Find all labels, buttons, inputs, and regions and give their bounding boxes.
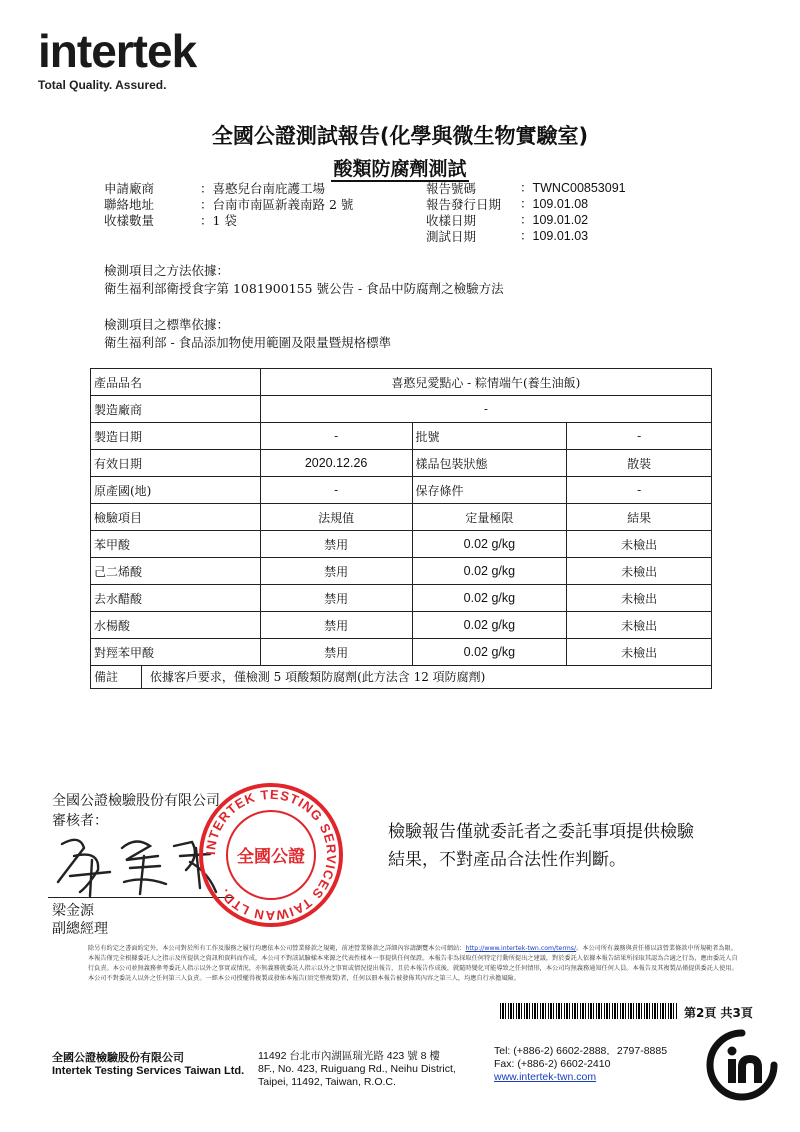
- applicant-value: ：喜憨兒台南庇護工場: [200, 181, 326, 196]
- test-date-value: ：109.01.03: [520, 229, 589, 243]
- table-row: [91, 477, 712, 504]
- column-header: 法規值: [260, 504, 412, 531]
- footer-address-zh: 11492 台北市內湖區瑞光路 423 號 8 樓: [258, 1050, 440, 1062]
- quantitation-limit: 0.02 g/kg: [412, 585, 567, 612]
- report-number-label: 報告號碼: [426, 181, 477, 196]
- report-info: [0, 0, 800, 250]
- maker-value: -: [260, 396, 711, 423]
- disclaimer-notice: [388, 818, 748, 874]
- quantitation-limit: 0.02 g/kg: [412, 639, 567, 666]
- footer-company-en: Intertek Testing Services Taiwan Ltd.: [52, 1065, 245, 1077]
- notice-line-1: 檢驗報告僅就委託者之委託事項提供檢驗: [388, 822, 694, 842]
- quantitation-limit: 0.02 g/kg: [412, 612, 567, 639]
- regulation-value: 禁用: [260, 531, 412, 558]
- regulation-value: 禁用: [260, 612, 412, 639]
- terms-text-after: 。本公司所有義務與責任僅以該營業條款中所規範者為限。本報告僅完全根據委託人之指示及所提供之資訊和資料而作成，本公司不對該試驗樣本來源之代表性樣本一事提供任何保證。本報告非為採取任何特定行動所提出之建議，對於委託人依據本報告結果所採取其認為合適之行為，應由委託人自行負責。本公司並無義務參考委託人指示以外之事實或情況，亦無義務就委託人指示以外之事實或情況提出報告，且於本報告作成後，就隨時變化可能導致之任何情形，本公司均無義務通知任何人員。本報告及其複製品僅提供委託人使用。本公司不對委託人以外之任何第三人負責。一經本公司授權得複製或發佈本報告(須完整複製)者，任何以冊本報告被發佈其內容之第三人，均應自行承擔風險。: [88, 945, 738, 982]
- standard-text: 衛生福利部 - 食品添加物使用範圍及限量暨規格標準: [104, 335, 392, 350]
- barcode: [500, 1003, 678, 1019]
- batch-label: 批號: [412, 423, 567, 450]
- mfg-date-label: 製造日期: [91, 423, 261, 450]
- test-item: 水楊酸: [91, 612, 261, 639]
- results-table: [90, 368, 712, 689]
- table-row: [91, 585, 712, 612]
- report-subtitle-text: 酸類防腐劑測試: [333, 158, 467, 180]
- table-row: [91, 450, 712, 477]
- note-text: 依據客戶要求，僅檢測 5 項酸類防腐劑(此方法含 12 項防腐劑): [149, 670, 486, 684]
- notice-line-2: 結果，不對產品合法性作判斷。: [388, 850, 626, 870]
- results-header-row: [91, 504, 712, 531]
- table-row: [91, 423, 712, 450]
- signer-name: 梁金源: [52, 903, 94, 919]
- test-result: 未檢出: [567, 612, 712, 639]
- seal-ring-text: INTERTEK TESTING SERVICES TAIWAN LTD.: [202, 786, 340, 924]
- footer-company-zh: 全國公證檢驗股份有限公司: [52, 1052, 184, 1064]
- report-number-value: ：TWNC00853091: [520, 181, 626, 195]
- issue-date-label: 報告發行日期: [426, 197, 502, 212]
- report-title: 全國公證測試報告(化學與微生物實驗室): [211, 124, 589, 148]
- regulation-value: 禁用: [260, 639, 412, 666]
- test-date-label: 測試日期: [426, 229, 477, 244]
- page-indicator: 第2頁 共3頁: [684, 1006, 753, 1020]
- footer-contact: [494, 1045, 667, 1084]
- column-header: 檢驗項目: [91, 504, 261, 531]
- footer-fax: Fax: (+886-2) 6602-2410: [494, 1058, 611, 1070]
- quantitation-limit: 0.02 g/kg: [412, 531, 567, 558]
- mfg-date-value: -: [260, 423, 412, 450]
- product-name-label: 產品品名: [91, 369, 261, 396]
- expiry-value: 2020.12.26: [260, 450, 412, 477]
- product-name-value: 喜憨兒愛點心 - 粽情端午(養生油飯): [260, 369, 711, 396]
- issue-date-value: ：109.01.08: [520, 197, 589, 211]
- logo-tagline: Total Quality. Assured.: [38, 78, 167, 92]
- footer-company: [52, 1052, 244, 1078]
- column-header: 定量極限: [412, 504, 567, 531]
- test-item: 己二烯酸: [91, 558, 261, 585]
- test-item: 苯甲酸: [91, 531, 261, 558]
- packaging-label: 樣品包裝狀態: [412, 450, 567, 477]
- company-seal: [196, 780, 346, 930]
- reviewer-label: 審核者：: [52, 813, 108, 829]
- received-date-label: 收樣日期: [426, 213, 477, 228]
- signing-company: 全國公證檢驗股份有限公司: [52, 793, 220, 809]
- footer-address-en-1: 8F., No. 423, Ruiguang Rd., Neihu District,: [258, 1063, 456, 1075]
- note-row: [91, 666, 712, 689]
- packaging-value: 散裝: [567, 450, 712, 477]
- terms-text-before: 除另有約定之書面約定外，本公司對於所有工作及服務之履行均應依本公司營業條款之規範，前述營業條款之詳細內容請瀏覽本公司網站：: [88, 945, 466, 952]
- test-item: 去水醋酸: [91, 585, 261, 612]
- footer-address-en-2: Taipei, 11492, Taiwan, R.O.C.: [258, 1076, 396, 1088]
- table-row: [91, 531, 712, 558]
- test-result: 未檢出: [567, 639, 712, 666]
- received-date-value: ：109.01.02: [520, 213, 589, 227]
- batch-value: -: [567, 423, 712, 450]
- address-value: ：台南市南區新義南路 2 號: [200, 197, 354, 212]
- terms-link[interactable]: http://www.intertek-twn.com/terms/: [465, 945, 577, 952]
- standard-heading: 檢測項目之標準依據：: [104, 317, 230, 332]
- table-row: [91, 369, 712, 396]
- expiry-label: 有效日期: [91, 450, 261, 477]
- table-row: [91, 639, 712, 666]
- quantity-value: ：1 袋: [200, 213, 237, 228]
- seal-center-text: 全國公證: [237, 847, 305, 867]
- footer-address: [258, 1050, 456, 1089]
- maker-label: 製造廠商: [91, 396, 261, 423]
- footer-website-link[interactable]: www.intertek-twn.com: [494, 1071, 597, 1083]
- regulation-value: 禁用: [260, 585, 412, 612]
- signer-title: 副總經理: [52, 921, 108, 937]
- test-result: 未檢出: [567, 585, 712, 612]
- table-row: [91, 558, 712, 585]
- table-row: [91, 612, 712, 639]
- footer-tel: Tel: (+886-2) 6602-2888．2797-8885: [494, 1045, 668, 1057]
- quantity-label: 收樣數量: [104, 213, 155, 228]
- terms-fine-print: [88, 944, 738, 984]
- address-label: 聯絡地址: [104, 197, 155, 212]
- intertek-in-logo-icon: [706, 1029, 778, 1101]
- quantitation-limit: 0.02 g/kg: [412, 558, 567, 585]
- note-label: 備註: [91, 666, 142, 688]
- storage-label: 保存條件: [412, 477, 567, 504]
- origin-label: 原產國(地): [91, 477, 261, 504]
- table-row: [91, 396, 712, 423]
- column-header: 結果: [567, 504, 712, 531]
- method-heading: 檢測項目之方法依據：: [104, 263, 230, 278]
- origin-value: -: [260, 477, 412, 504]
- regulation-value: 禁用: [260, 558, 412, 585]
- test-item: 對羥苯甲酸: [91, 639, 261, 666]
- logo-word: intertek: [38, 25, 197, 77]
- test-result: 未檢出: [567, 558, 712, 585]
- method-text: 衛生福利部衛授食字第 1081900155 號公告 - 食品中防腐劑之檢驗方法: [104, 281, 504, 296]
- test-result: 未檢出: [567, 531, 712, 558]
- storage-value: -: [567, 477, 712, 504]
- applicant-label: 申請廠商: [104, 181, 155, 196]
